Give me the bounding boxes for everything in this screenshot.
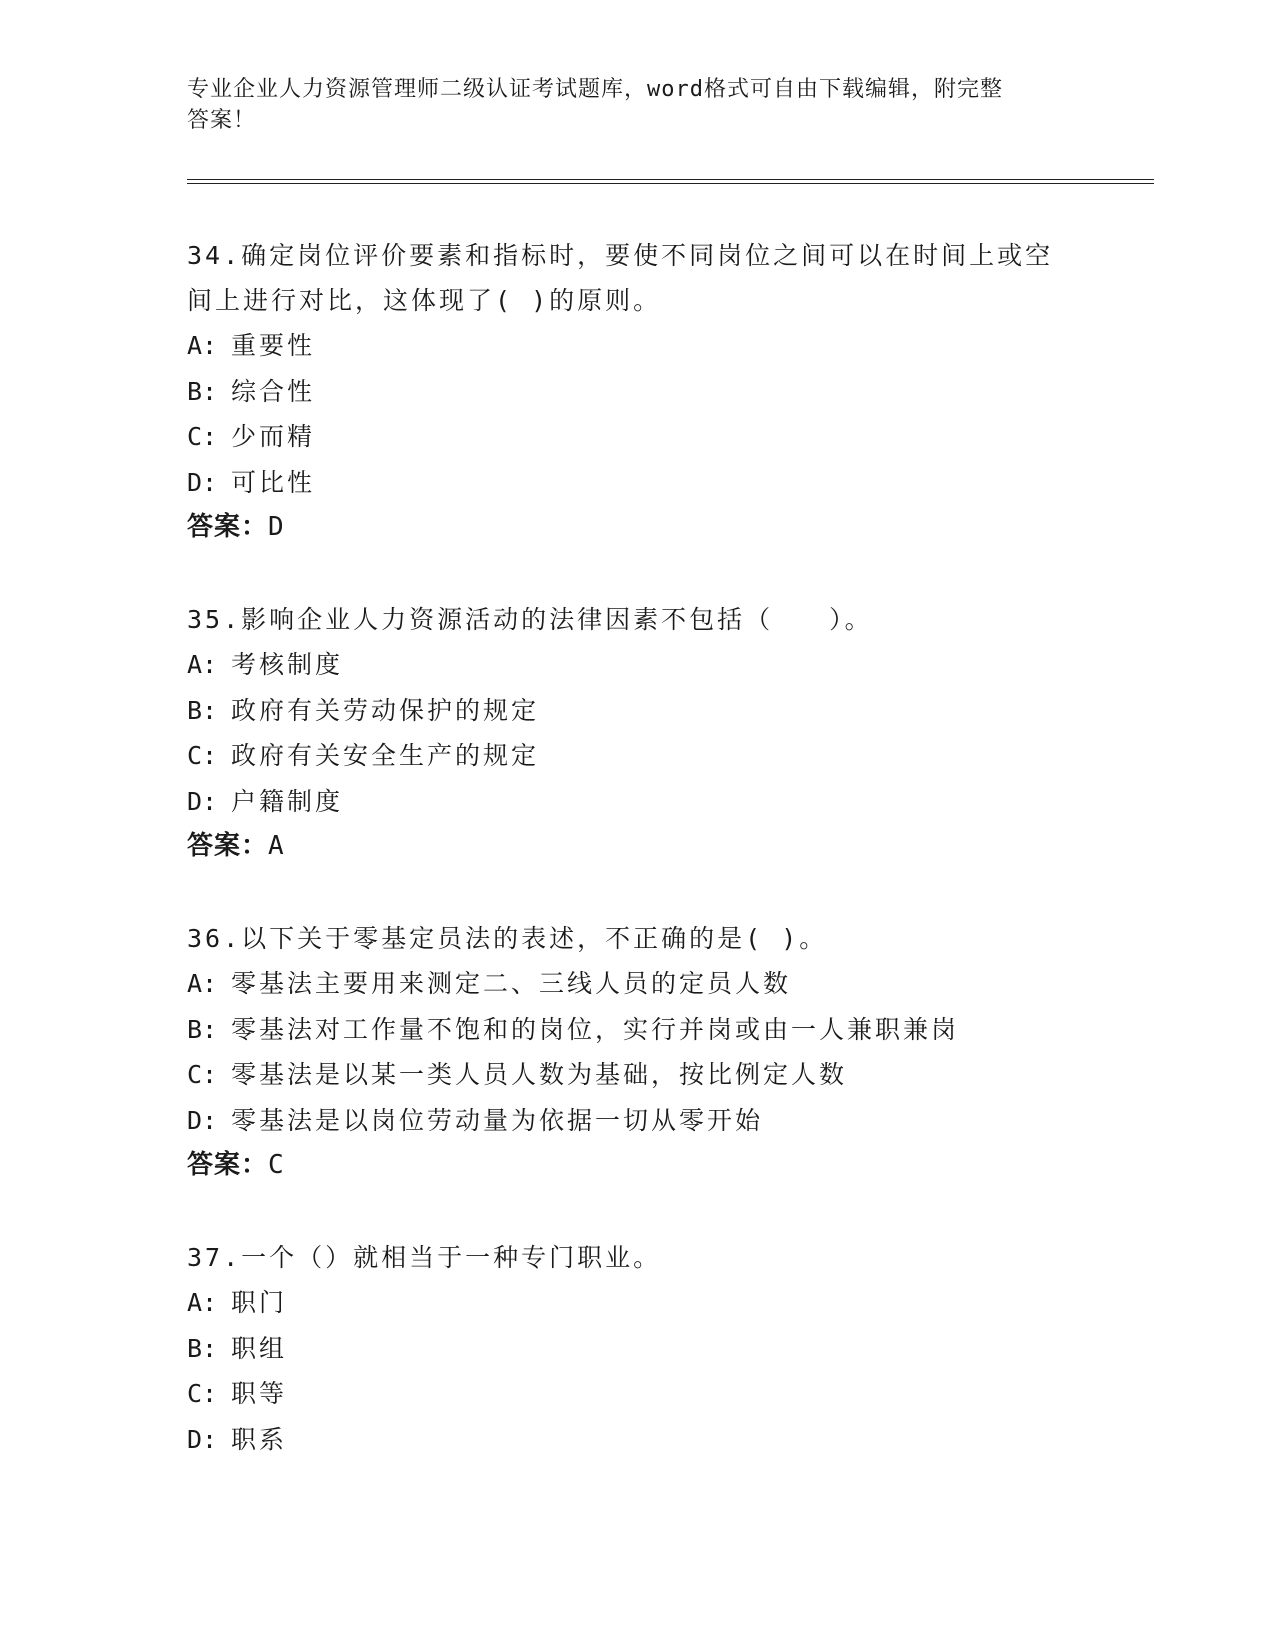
question-text-line: 间上进行对比，这体现了( )的原则。: [187, 286, 662, 315]
answer-value: C: [268, 1150, 285, 1180]
option-text: 职组: [231, 1333, 288, 1363]
option-letter: B:: [187, 695, 218, 725]
answer-line: [187, 505, 1087, 550]
option-letter: C:: [187, 422, 218, 451]
option-text: 重要性: [231, 331, 316, 360]
option-text: 零基法是以某一类人员人数为基础，按比例定人数: [231, 1060, 848, 1089]
option-letter: A:: [187, 969, 218, 998]
question-36: [187, 916, 1087, 1188]
question-text-line: 34.确定岗位评价要素和指标时，要使不同岗位之间可以在时间上或空: [187, 241, 1054, 270]
document-header: [187, 74, 1087, 136]
option-letter: C:: [187, 1060, 218, 1089]
option-letter: C:: [187, 1379, 218, 1408]
answer-label: 答案：: [187, 1150, 269, 1180]
option-a: [187, 642, 1087, 688]
question-text: [187, 233, 1087, 323]
option-text: 职系: [231, 1424, 288, 1454]
option-text: 少而精: [231, 422, 316, 451]
question-35: [187, 597, 1087, 869]
option-d: [187, 1098, 1087, 1144]
option-letter: B:: [187, 1333, 218, 1363]
option-text: 政府有关安全生产的规定: [231, 741, 540, 770]
option-letter: B:: [187, 1014, 218, 1044]
header-divider-bottom: [187, 183, 1154, 184]
option-letter: D:: [187, 1424, 218, 1454]
option-a: [187, 961, 1087, 1007]
option-text: 零基法对工作量不饱和的岗位，实行并岗或由一人兼职兼岗: [231, 1014, 960, 1044]
question-text: [187, 916, 1087, 961]
option-c: [187, 414, 1087, 460]
option-c: [187, 1371, 1087, 1417]
answer-value: D: [268, 512, 285, 542]
option-letter: C:: [187, 741, 218, 770]
option-c: [187, 733, 1087, 779]
option-text: 考核制度: [231, 650, 344, 679]
option-text: 零基法是以岗位劳动量为依据一切从零开始: [231, 1105, 764, 1135]
option-d: [187, 1417, 1087, 1463]
answer-label: 答案：: [187, 831, 269, 861]
option-b: [187, 369, 1087, 415]
header-line-1: 专业企业人力资源管理师二级认证考试题库，word格式可自由下载编辑，附完整: [187, 77, 1003, 102]
option-text: 政府有关劳动保护的规定: [231, 695, 540, 725]
question-34: [187, 233, 1087, 550]
option-text: 零基法主要用来测定二、三线人员的定员人数: [231, 969, 792, 998]
question-text-line: 37.一个（）就相当于一种专门职业。: [187, 1243, 662, 1272]
answer-label: 答案：: [187, 512, 269, 542]
option-letter: A:: [187, 331, 218, 360]
header-divider-top: [187, 179, 1154, 180]
option-d: [187, 460, 1087, 506]
answer-value: A: [268, 831, 285, 861]
option-letter: B:: [187, 376, 218, 406]
option-b: [187, 688, 1087, 734]
option-letter: D:: [187, 1105, 218, 1135]
question-text: [187, 1235, 1087, 1280]
option-a: [187, 1280, 1087, 1326]
option-d: [187, 779, 1087, 825]
option-c: [187, 1052, 1087, 1098]
option-text: 可比性: [231, 467, 316, 497]
question-text-line: 36.以下关于零基定员法的表述，不正确的是( )。: [187, 924, 828, 953]
option-letter: D:: [187, 467, 218, 497]
option-text: 户籍制度: [231, 786, 344, 816]
answer-line: [187, 1143, 1087, 1188]
option-a: [187, 323, 1087, 369]
option-text: 职门: [231, 1288, 288, 1317]
option-letter: D:: [187, 786, 218, 816]
question-text-line: 35.影响企业人力资源活动的法律因素不包括（ ）。: [187, 605, 873, 634]
option-text: 综合性: [231, 376, 316, 406]
question-37: [187, 1235, 1087, 1462]
header-line-2: 答案！: [187, 108, 257, 133]
option-b: [187, 1326, 1087, 1372]
option-b: [187, 1007, 1087, 1053]
option-letter: A:: [187, 1288, 218, 1317]
option-text: 职等: [231, 1379, 288, 1408]
question-text: [187, 597, 1087, 642]
option-letter: A:: [187, 650, 218, 679]
answer-line: [187, 824, 1087, 869]
